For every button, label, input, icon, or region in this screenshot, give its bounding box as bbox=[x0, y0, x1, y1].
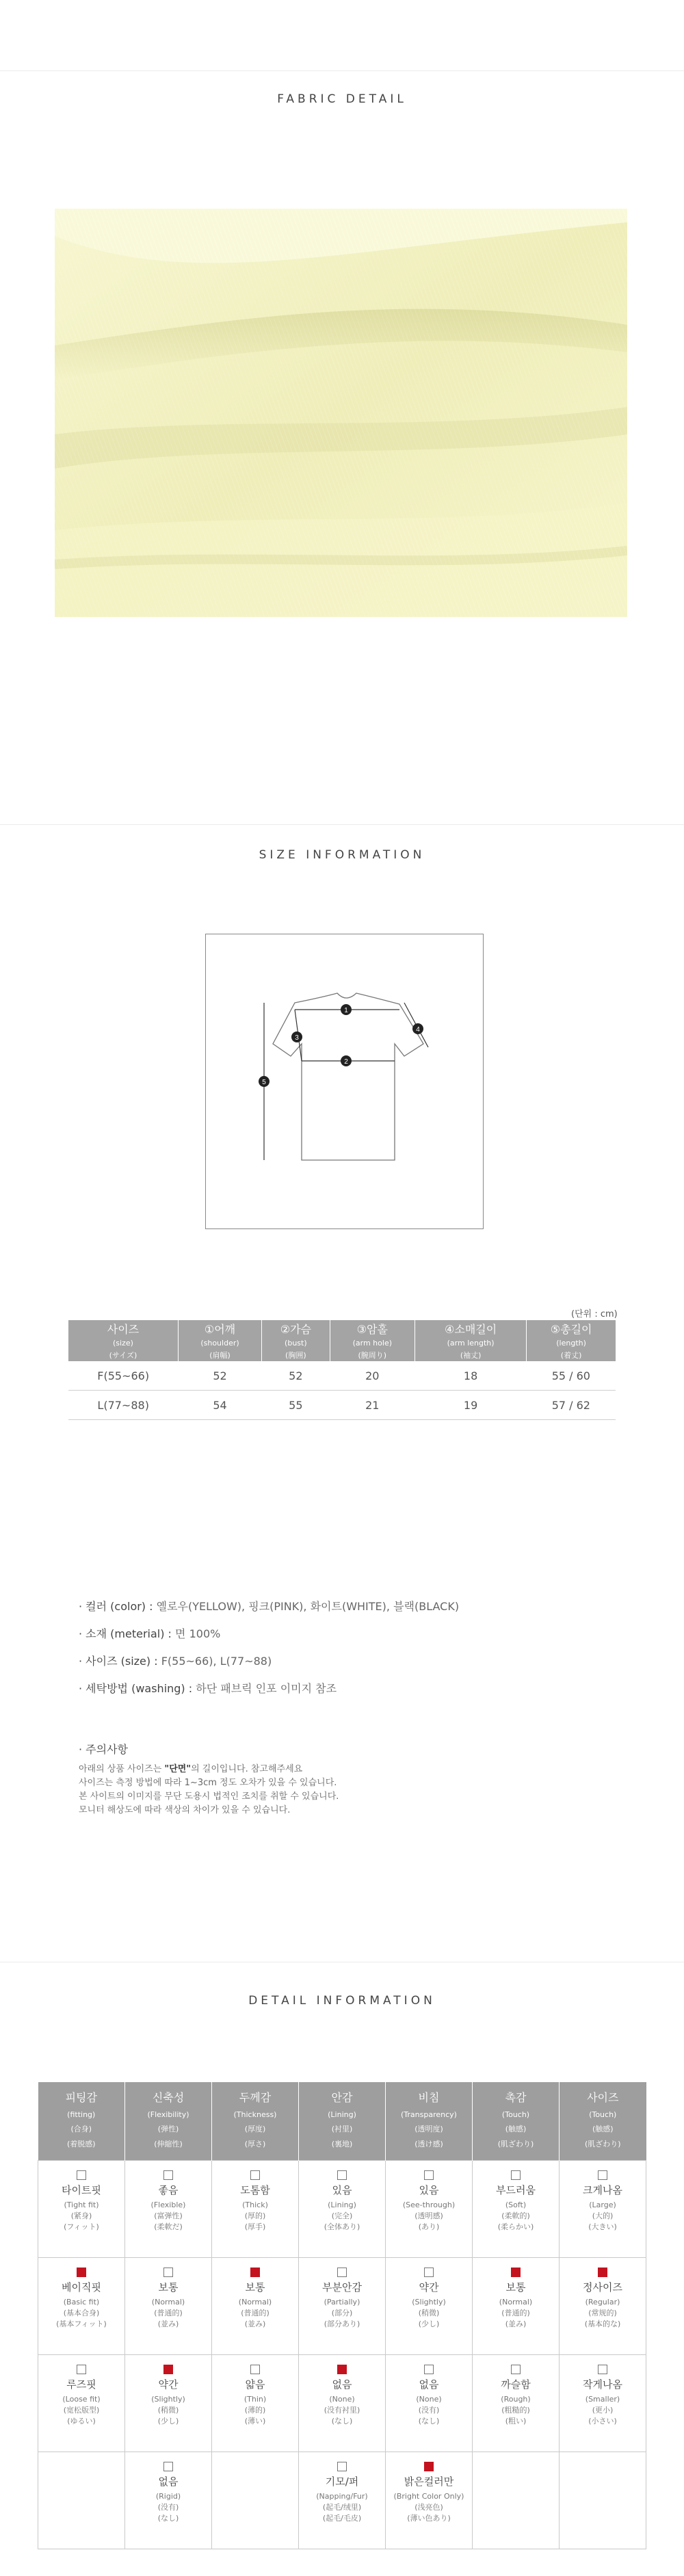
detail-label: 있음 bbox=[332, 2184, 352, 2196]
detail-sublabel: (更小) bbox=[592, 2406, 614, 2415]
section-title-size: SIZE INFORMATION bbox=[259, 848, 425, 862]
checked-checkbox bbox=[511, 2268, 521, 2277]
detail-label: 보통 bbox=[245, 2281, 265, 2294]
detail-sublabel: (並み) bbox=[157, 2319, 179, 2328]
table-cell: 19 bbox=[415, 1391, 527, 1420]
detail-sublabel: (少し) bbox=[157, 2417, 179, 2426]
detail-sublabel: (Thick) bbox=[242, 2200, 268, 2209]
detail-sublabel: (薄い色あり) bbox=[407, 2514, 451, 2523]
checkbox bbox=[511, 2170, 521, 2180]
detail-sublabel: (薄的) bbox=[244, 2406, 266, 2415]
detail-sublabel: (柔軟だ) bbox=[154, 2222, 183, 2231]
detail-sublabel: (Loose fit) bbox=[62, 2395, 101, 2404]
info-material: · 소재 (meterial) : 면 100% bbox=[79, 1627, 221, 1640]
table-cell: 20 bbox=[330, 1361, 415, 1391]
detail-sublabel: (小さい) bbox=[588, 2417, 617, 2426]
detail-sublabel: (Rough) bbox=[501, 2395, 531, 2404]
checkbox bbox=[424, 2170, 434, 2180]
detail-sublabel: (普通的) bbox=[154, 2309, 183, 2317]
detail-sublabel: (基本フィット) bbox=[56, 2319, 107, 2328]
detail-cell bbox=[212, 2355, 299, 2452]
table-row bbox=[68, 1391, 616, 1420]
detail-header: 사이즈 (Touch) (触感) (肌ざわり) bbox=[560, 2082, 646, 2161]
detail-header: 신축성 (Flexibility) (弹性) (伸縮性) bbox=[125, 2082, 212, 2161]
detail-cell bbox=[299, 2355, 386, 2452]
detail-cell bbox=[473, 2355, 560, 2452]
checked-checkbox bbox=[424, 2462, 434, 2471]
size-header: ③암홀 (arm hole) (腕周り) bbox=[330, 1320, 415, 1361]
tshirt-outline bbox=[273, 993, 423, 1160]
table-cell: 57 / 62 bbox=[527, 1391, 616, 1420]
detail-label: 보통 bbox=[158, 2281, 179, 2294]
detail-cell bbox=[560, 2452, 646, 2549]
detail-sublabel: (富弹性) bbox=[154, 2211, 183, 2220]
detail-label: 없음 bbox=[419, 2378, 439, 2391]
section-title-fabric: FABRIC DETAIL bbox=[277, 92, 407, 106]
detail-cell bbox=[473, 2258, 560, 2355]
detail-sublabel: (None) bbox=[329, 2395, 355, 2404]
detail-cell bbox=[125, 2161, 212, 2258]
detail-sublabel: (None) bbox=[416, 2395, 442, 2404]
checked-checkbox bbox=[77, 2268, 86, 2277]
checked-checkbox bbox=[337, 2365, 347, 2374]
detail-cell bbox=[125, 2355, 212, 2452]
checked-checkbox bbox=[250, 2268, 260, 2277]
detail-label: 약간 bbox=[158, 2378, 179, 2391]
divider bbox=[0, 70, 684, 71]
detail-cell bbox=[38, 2161, 125, 2258]
checkbox bbox=[337, 2462, 347, 2471]
size-header: ①어깨 (shoulder) (肩幅) bbox=[178, 1320, 261, 1361]
info-size: · 사이즈 (size) : F(55~66), L(77~88) bbox=[79, 1655, 272, 1668]
detail-sublabel: (厚手) bbox=[244, 2222, 266, 2231]
table-cell: 55 bbox=[262, 1391, 330, 1420]
detail-table bbox=[38, 2082, 646, 2549]
detail-sublabel: (薄い) bbox=[244, 2417, 266, 2426]
notice-title: · 주의사항 bbox=[79, 1743, 128, 1756]
detail-sublabel: (Thin) bbox=[244, 2395, 267, 2404]
detail-cell bbox=[560, 2258, 646, 2355]
detail-cell bbox=[299, 2452, 386, 2549]
detail-sublabel: (少し) bbox=[418, 2319, 440, 2328]
detail-sublabel: (Normal) bbox=[238, 2298, 272, 2306]
detail-sublabel: (柔軟的) bbox=[501, 2211, 530, 2220]
detail-sublabel: (Slightly) bbox=[412, 2298, 446, 2306]
detail-label: 크게나옴 bbox=[583, 2184, 622, 2196]
detail-sublabel: (Basic fit) bbox=[63, 2298, 100, 2306]
detail-sublabel: (部分あり) bbox=[324, 2319, 360, 2328]
size-header: ⑤총길이 (length) (着丈) bbox=[527, 1320, 616, 1361]
detail-sublabel: (厚的) bbox=[244, 2211, 266, 2220]
checkbox bbox=[598, 2365, 607, 2374]
table-cell: 54 bbox=[178, 1391, 261, 1420]
checkbox bbox=[250, 2365, 260, 2374]
detail-sublabel: (柔らかい) bbox=[497, 2222, 534, 2231]
detail-label: 기모/퍼 bbox=[325, 2475, 359, 2488]
detail-label: 좋음 bbox=[158, 2184, 179, 2196]
detail-sublabel: (没有衬里) bbox=[324, 2406, 360, 2415]
size-unit: (단위 : cm) bbox=[571, 1309, 618, 1319]
detail-label: 있음 bbox=[419, 2184, 439, 2196]
detail-sublabel: (See-through) bbox=[402, 2200, 456, 2209]
notice-text: 아래의 상품 사이즈는 "단면"의 길이입니다. 참고해주세요 사이즈는 측정 방법에 따라 1~3cm 정도 오차가 있을 수 있습니다. 본 사이트의 이미지를 무단 도용시 법적인 조치를 취할 수 있습니다. 모니터 해상도에 따라 색상의 차이가 있을 수 있습니다. bbox=[79, 1764, 339, 1815]
detail-sublabel: (粗糙的) bbox=[501, 2406, 530, 2415]
divider bbox=[0, 824, 684, 825]
detail-cell bbox=[212, 2258, 299, 2355]
checkbox bbox=[163, 2170, 173, 2180]
table-row bbox=[38, 2452, 646, 2549]
detail-sublabel: (ゆるい) bbox=[67, 2417, 96, 2426]
detail-sublabel: (Bright Color Only) bbox=[393, 2492, 464, 2501]
table-cell: 21 bbox=[330, 1391, 415, 1420]
detail-sublabel: (並み) bbox=[244, 2319, 266, 2328]
table-cell: 55 / 60 bbox=[527, 1361, 616, 1391]
detail-cell bbox=[386, 2258, 473, 2355]
detail-label: 부분안감 bbox=[322, 2281, 362, 2294]
checkbox bbox=[77, 2365, 86, 2374]
checkbox bbox=[163, 2462, 173, 2471]
detail-sublabel: (稍微) bbox=[418, 2309, 440, 2317]
detail-label: 보통 bbox=[505, 2281, 526, 2294]
detail-sublabel: (Napping/Fur) bbox=[316, 2492, 368, 2501]
detail-sublabel: (基本的な) bbox=[584, 2319, 621, 2328]
detail-header: 비침 (Transparency) (透明度) (透け感) bbox=[386, 2082, 473, 2161]
detail-sublabel: (普通的) bbox=[241, 2309, 269, 2317]
table-cell: 52 bbox=[262, 1361, 330, 1391]
detail-label: 없음 bbox=[158, 2475, 179, 2488]
checkbox bbox=[337, 2268, 347, 2277]
detail-sublabel: (浅亮色) bbox=[415, 2503, 443, 2512]
table-cell: L(77~88) bbox=[68, 1391, 178, 1420]
size-header: ④소매길이 (arm length) (袖丈) bbox=[415, 1320, 527, 1361]
marker-4-label: 4 bbox=[416, 1026, 420, 1034]
checked-checkbox bbox=[163, 2365, 173, 2374]
detail-sublabel: (普通的) bbox=[501, 2309, 530, 2317]
detail-sublabel: (大きい) bbox=[588, 2222, 617, 2231]
fabric-photo bbox=[55, 209, 627, 617]
detail-sublabel: (あり) bbox=[418, 2222, 440, 2231]
detail-sublabel: (完全) bbox=[331, 2211, 353, 2220]
size-header: ②가슴 (bust) (胸囲) bbox=[262, 1320, 330, 1361]
detail-cell bbox=[560, 2161, 646, 2258]
detail-sublabel: (稍微) bbox=[157, 2406, 179, 2415]
detail-cell bbox=[125, 2452, 212, 2549]
checkbox bbox=[250, 2170, 260, 2180]
detail-cell bbox=[473, 2161, 560, 2258]
table-cell: 18 bbox=[415, 1361, 527, 1391]
section-title-detail: DETAIL INFORMATION bbox=[248, 1994, 436, 2008]
detail-label: 정사이즈 bbox=[583, 2281, 622, 2294]
detail-sublabel: (没有) bbox=[157, 2503, 179, 2512]
detail-sublabel: (Tight fit) bbox=[64, 2200, 99, 2209]
detail-cell bbox=[560, 2355, 646, 2452]
detail-cell bbox=[299, 2258, 386, 2355]
marker-5-label: 5 bbox=[262, 1079, 266, 1086]
table-cell: F(55~66) bbox=[68, 1361, 178, 1391]
table-row bbox=[68, 1361, 616, 1391]
detail-cell bbox=[386, 2355, 473, 2452]
checkbox bbox=[163, 2268, 173, 2277]
detail-sublabel: (基本合身) bbox=[63, 2309, 100, 2317]
detail-sublabel: (なし) bbox=[418, 2417, 440, 2426]
detail-header: 두께감 (Thickness) (厚度) (厚さ) bbox=[212, 2082, 299, 2161]
detail-label: 약간 bbox=[419, 2281, 439, 2294]
detail-sublabel: (大的) bbox=[592, 2211, 614, 2220]
size-diagram bbox=[205, 934, 484, 1229]
detail-cell bbox=[299, 2161, 386, 2258]
detail-cell bbox=[38, 2258, 125, 2355]
detail-label: 얇음 bbox=[245, 2378, 265, 2391]
checkbox bbox=[598, 2170, 607, 2180]
detail-label: 타이트핏 bbox=[62, 2184, 101, 2196]
detail-label: 루즈핏 bbox=[66, 2378, 96, 2391]
detail-sublabel: (Slightly) bbox=[151, 2395, 185, 2404]
detail-sublabel: (Soft) bbox=[505, 2200, 527, 2209]
detail-cell bbox=[212, 2161, 299, 2258]
detail-cell bbox=[38, 2355, 125, 2452]
detail-sublabel: (Flexible) bbox=[150, 2200, 186, 2209]
detail-sublabel: (フィット) bbox=[64, 2222, 99, 2231]
detail-cell bbox=[473, 2452, 560, 2549]
detail-cell bbox=[125, 2258, 212, 2355]
size-table bbox=[68, 1320, 616, 1420]
detail-label: 까슬함 bbox=[501, 2378, 531, 2391]
detail-label: 작게나옴 bbox=[583, 2378, 622, 2391]
marker-3-label: 3 bbox=[295, 1034, 299, 1042]
detail-sublabel: (没有) bbox=[418, 2406, 440, 2415]
detail-sublabel: (Smaller) bbox=[585, 2395, 620, 2404]
detail-label: 없음 bbox=[332, 2378, 352, 2391]
info-color: · 컬러 (color) : 옐로우(YELLOW), 핑크(PINK), 화이트(WHITE), 블랙(BLACK) bbox=[79, 1600, 460, 1613]
detail-sublabel: (粗い) bbox=[505, 2417, 527, 2426]
detail-cell bbox=[212, 2452, 299, 2549]
detail-sublabel: (Lining) bbox=[328, 2200, 356, 2209]
size-header: 사이즈 (size) (サイズ) bbox=[68, 1320, 178, 1361]
detail-sublabel: (Normal) bbox=[151, 2298, 185, 2306]
detail-sublabel: (起毛/毛皮) bbox=[322, 2514, 362, 2523]
detail-cell bbox=[386, 2161, 473, 2258]
detail-label: 베이직핏 bbox=[62, 2281, 101, 2294]
detail-sublabel: (全体あり) bbox=[324, 2222, 360, 2231]
detail-sublabel: (透明感) bbox=[415, 2211, 443, 2220]
detail-sublabel: (並み) bbox=[505, 2319, 527, 2328]
marker-1-label: 1 bbox=[344, 1007, 348, 1014]
info-washing: · 세탁방법 (washing) : 하단 패브릭 인포 이미지 참조 bbox=[79, 1682, 337, 1695]
table-row bbox=[38, 2258, 646, 2355]
detail-label: 부드러움 bbox=[496, 2184, 536, 2196]
marker-2-label: 2 bbox=[344, 1058, 348, 1066]
detail-sublabel: (なし) bbox=[157, 2514, 179, 2523]
checkbox bbox=[424, 2268, 434, 2277]
detail-sublabel: (Partially) bbox=[324, 2298, 360, 2306]
checkbox bbox=[511, 2365, 521, 2374]
detail-sublabel: (Normal) bbox=[499, 2298, 533, 2306]
detail-cell bbox=[38, 2452, 125, 2549]
table-row bbox=[38, 2161, 646, 2258]
detail-sublabel: (Rigid) bbox=[155, 2492, 181, 2501]
detail-label: 도톰함 bbox=[240, 2184, 270, 2196]
detail-sublabel: (Large) bbox=[589, 2200, 616, 2209]
detail-sublabel: (宽松版型) bbox=[63, 2406, 100, 2415]
detail-header: 피팅감 (fitting) (合身) (着脱感) bbox=[38, 2082, 125, 2161]
checked-checkbox bbox=[598, 2268, 607, 2277]
detail-sublabel: (起毛/绒里) bbox=[322, 2503, 362, 2512]
detail-sublabel: (部分) bbox=[331, 2309, 353, 2317]
detail-sublabel: (紧身) bbox=[70, 2211, 92, 2220]
detail-header: 안감 (Lining) (衬里) (裏地) bbox=[299, 2082, 386, 2161]
checkbox bbox=[337, 2170, 347, 2180]
detail-label: 밝은컬러만 bbox=[404, 2475, 454, 2488]
detail-sublabel: (Regular) bbox=[585, 2298, 620, 2306]
detail-sublabel: (なし) bbox=[331, 2417, 353, 2426]
detail-cell bbox=[386, 2452, 473, 2549]
table-cell: 52 bbox=[178, 1361, 261, 1391]
detail-sublabel: (常规的) bbox=[588, 2309, 617, 2317]
checkbox bbox=[77, 2170, 86, 2180]
detail-header: 촉감 (Touch) (触感) (肌ざわり) bbox=[473, 2082, 560, 2161]
table-row bbox=[38, 2355, 646, 2452]
checkbox bbox=[424, 2365, 434, 2374]
